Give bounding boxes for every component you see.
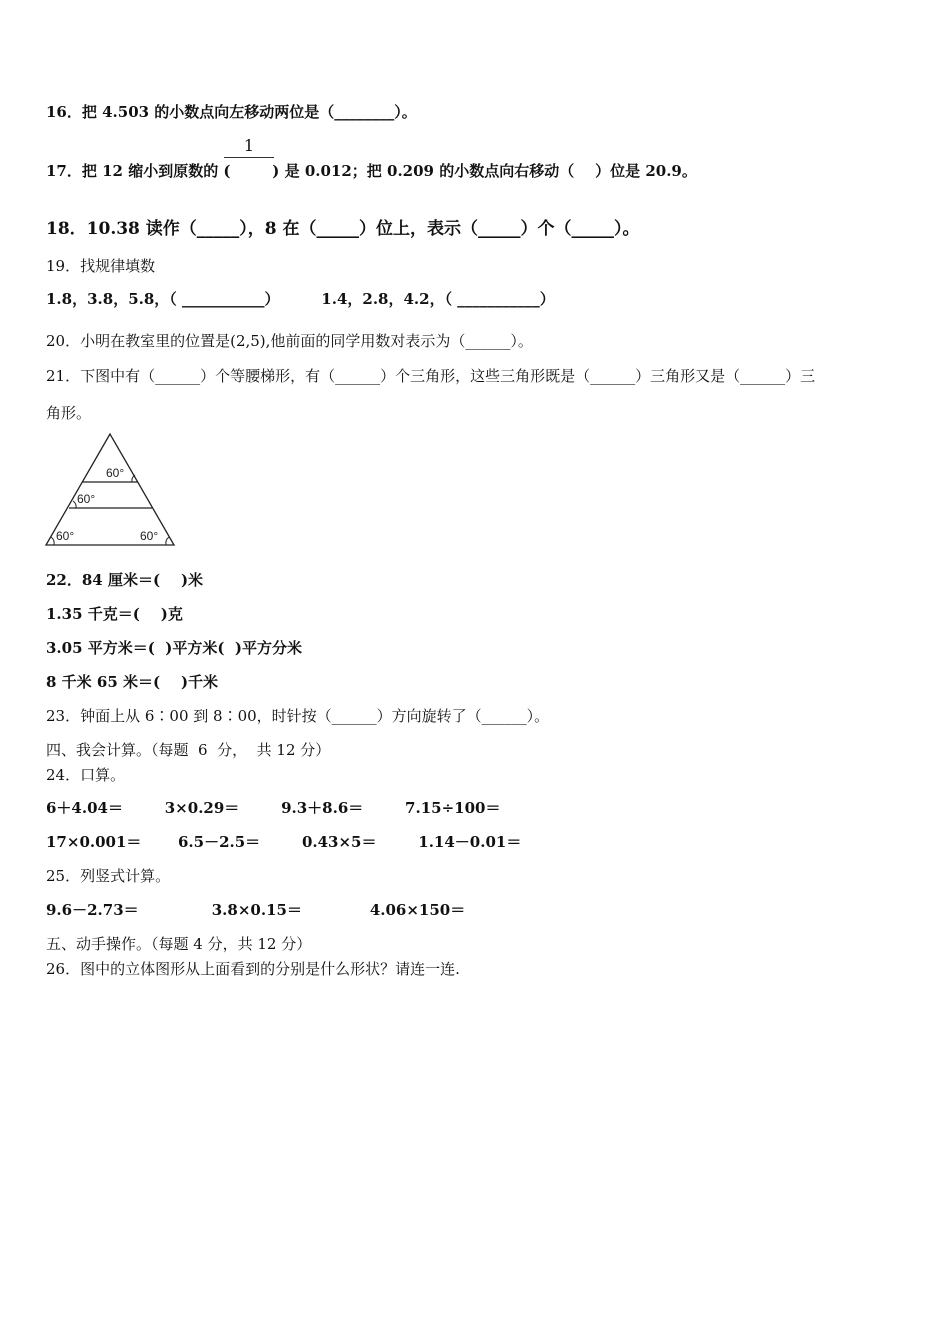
triangle-figure [44,430,179,550]
angle-label-bottom-left: 60° [56,529,75,543]
question-16: 16．把 4.503 的小数点向左移动两位是（________）。 [46,103,417,121]
angle-label-bottom-right: 60° [140,529,159,543]
question-19-title: 19．找规律填数 [46,257,156,275]
question-26: 26．图中的立体图形从上面看到的分别是什么形状？请连一连. [46,960,460,978]
question-20: 20．小明在教室里的位置是(2,5),他前面的同学用数对表示为（______）。 [46,332,533,350]
angle-label-middle: 60° [77,492,96,506]
question-24-title: 24．口算。 [46,766,126,784]
question-19-row: 1.8，3.8，5.8，（ ___________） 1.4，2.8，4.2，（ ___________） [46,290,555,308]
section-4-heading: 四、我会计算。（每题 6 分， 共 12 分） [46,741,331,759]
question-22-line2: 1.35 千克＝( )克 [46,605,183,623]
question-17: 17．把 12 缩小到原数的 ( ) 是 0.012；把 0.209 的小数点向右移动（ ）位是 20.9。 [46,162,697,180]
question-18: 18．10.38 读作（_____），8 在（_____）位上，表示（_____）个（_____）。 [46,219,640,239]
fraction-numerator: 1 [224,137,274,158]
angle-arc-bottom-left [51,537,54,545]
question-22-line3: 3.05 平方米＝( )平方米( )平方分米 [46,639,303,657]
question-22-line4: 8 千米 65 米＝( )千米 [46,673,219,691]
question-21-line2: 角形。 [46,404,92,422]
question-23: 23．钟面上从 6∶00 到 8∶00，时针按（______）方向旋转了（______）。 [46,707,550,725]
question-25-title: 25．列竖式计算。 [46,867,171,885]
angle-arc-middle [73,501,76,508]
question-24-row2: 17×0.001＝ 6.5－2.5＝ 0.43×5＝ 1.14－0.01＝ [46,833,522,851]
section-5-heading: 五、动手操作。（每题 4 分，共 12 分） [46,935,312,953]
angle-label-top: 60° [106,466,125,480]
question-25-row: 9.6－2.73＝ 3.8×0.15＝ 4.06×150＝ [46,901,466,919]
question-22-line1: 22．84 厘米＝( )米 [46,571,204,589]
angle-arc-bottom-right [166,537,169,545]
question-24-row1: 6＋4.04＝ 3×0.29＝ 9.3＋8.6＝ 7.15÷100＝ [46,799,501,817]
question-21-line1: 21．下图中有（______）个等腰梯形，有（______）个三角形，这些三角形既是（______）三角形又是（______）三 [46,367,816,385]
